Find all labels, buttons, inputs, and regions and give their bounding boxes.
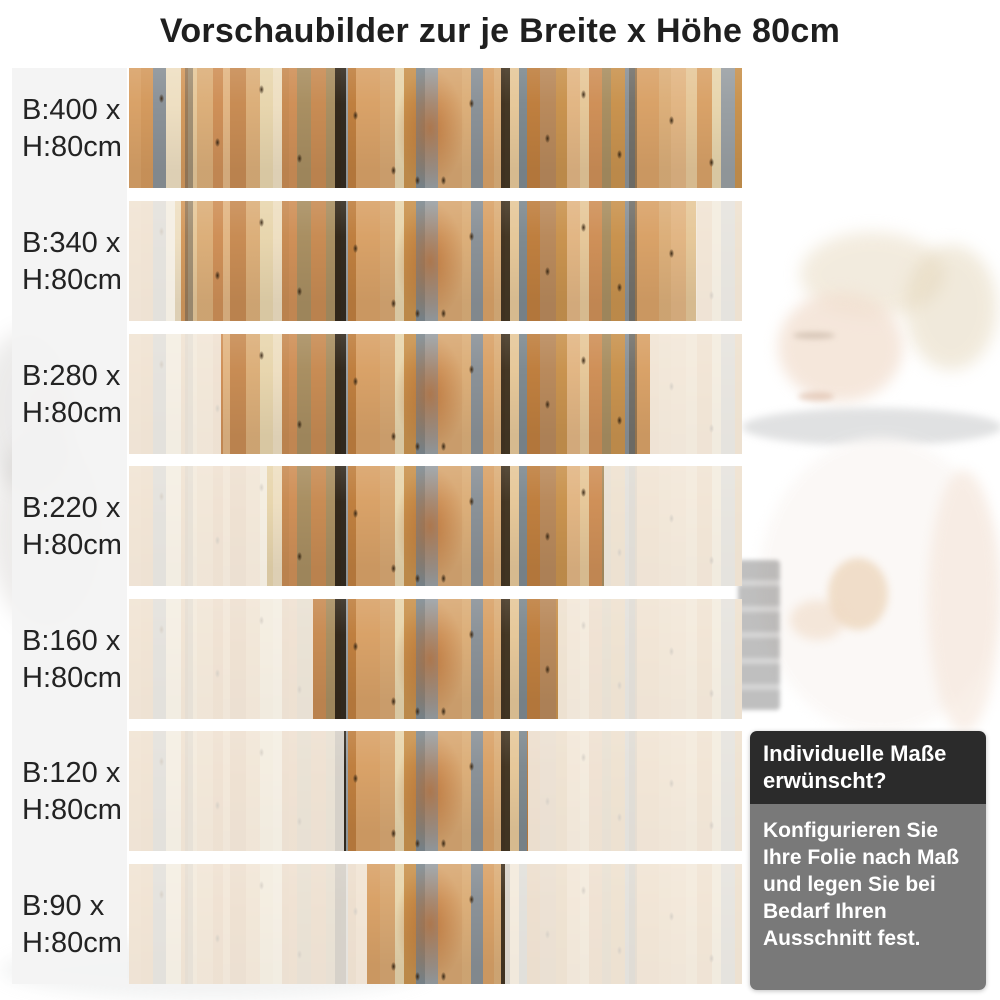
- page-title: Vorschaubilder zur je Breite x Höhe 80cm: [159, 12, 841, 50]
- preview-row-400: [0, 68, 1000, 188]
- wood-texture: [344, 731, 528, 851]
- info-box: [750, 731, 986, 990]
- texture-shading: [267, 466, 604, 586]
- size-label: [22, 358, 122, 432]
- wood-preview-band: [313, 599, 558, 719]
- size-label-width: B:280 x: [22, 360, 121, 392]
- wood-preview-band: [344, 731, 528, 851]
- preview-row-220: [0, 466, 1000, 586]
- preview-strip: [129, 731, 742, 851]
- size-label: [22, 623, 122, 697]
- preview-strip: [129, 864, 742, 984]
- texture-shading: [175, 201, 696, 321]
- info-box-heading: Individuelle Maße erwünscht?: [750, 731, 986, 804]
- wood-texture: [267, 466, 604, 586]
- size-label-width: B:400 x: [22, 94, 121, 126]
- size-label-height: H:80cm: [22, 131, 122, 163]
- wood-texture: [175, 201, 696, 321]
- size-label: [22, 490, 122, 564]
- preview-strip: [129, 201, 742, 321]
- texture-shading: [313, 599, 558, 719]
- size-label: [22, 888, 122, 962]
- size-label-width: B:120 x: [22, 757, 121, 789]
- size-label-height: H:80cm: [22, 927, 122, 959]
- size-label-width: B:160 x: [22, 625, 121, 657]
- size-label-width: B:220 x: [22, 492, 121, 524]
- info-box-body: Konfigurieren Sie Ihre Folie nach Maß und legen Sie bei Bedarf Ihren Ausschnitt fest.: [750, 804, 986, 990]
- size-label-height: H:80cm: [22, 264, 122, 296]
- size-label-width: B:90 x: [22, 890, 105, 922]
- preview-strip: [129, 466, 742, 586]
- size-label-height: H:80cm: [22, 529, 122, 561]
- wood-preview-band: [129, 68, 742, 188]
- wood-texture: [221, 334, 650, 454]
- size-label-height: H:80cm: [22, 662, 122, 694]
- texture-shading: [129, 68, 742, 188]
- size-label: [22, 92, 122, 166]
- preview-row-280: [0, 334, 1000, 454]
- texture-shading: [221, 334, 650, 454]
- size-label: [22, 755, 122, 829]
- size-label-width: B:340 x: [22, 227, 121, 259]
- texture-shading: [367, 864, 505, 984]
- wood-texture: [129, 68, 742, 188]
- wood-preview-band: [267, 466, 604, 586]
- texture-shading: [344, 731, 528, 851]
- wood-preview-band: [221, 334, 650, 454]
- wood-preview-band: [175, 201, 696, 321]
- size-label-height: H:80cm: [22, 794, 122, 826]
- size-label: [22, 225, 122, 299]
- preview-strip: [129, 334, 742, 454]
- preview-row-340: [0, 201, 1000, 321]
- preview-strip: [129, 68, 742, 188]
- wood-texture: [367, 864, 505, 984]
- preview-row-160: [0, 599, 1000, 719]
- wood-texture: [313, 599, 558, 719]
- preview-strip: [129, 599, 742, 719]
- wood-preview-band: [367, 864, 505, 984]
- size-label-height: H:80cm: [22, 397, 122, 429]
